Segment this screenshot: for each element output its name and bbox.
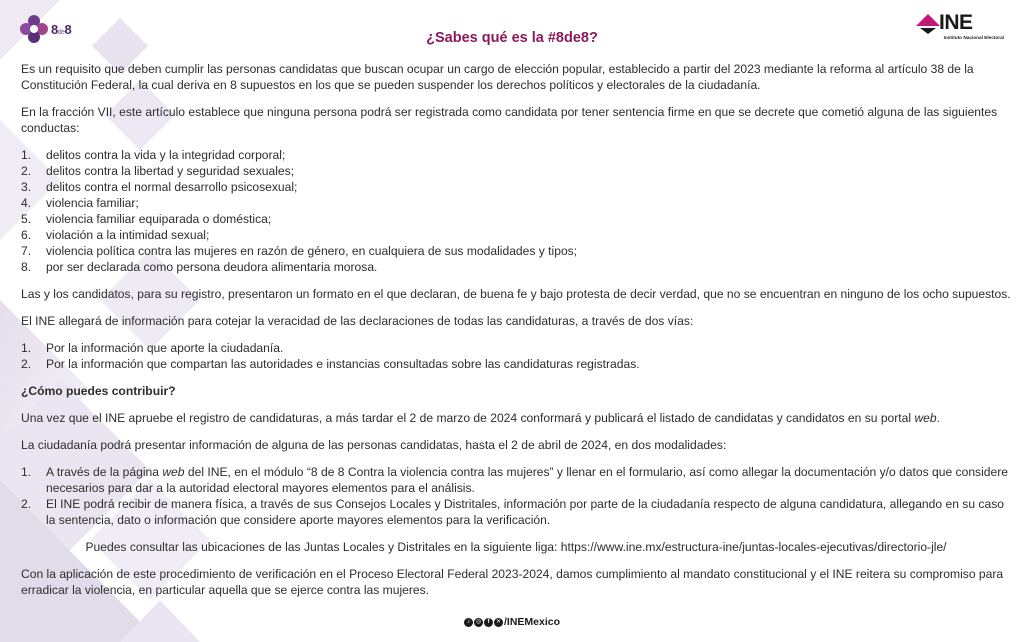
modalidades-list xyxy=(21,464,1011,528)
vias-list xyxy=(21,340,1011,372)
logo-8de8-text: 8de8 xyxy=(51,21,72,37)
list-item: 8. por ser declarada como persona deudora alimentaria morosa. xyxy=(21,260,378,274)
facebook-icon[interactable]: f xyxy=(484,618,493,627)
allegara-paragraph: El INE allegará de información para cotejar la veracidad de las declaraciones de todas las candidaturas, a través de dos vías: xyxy=(21,314,694,328)
cierre-paragraph: Con la aplicación de este procedimiento de verificación en el Proceso Electoral Federal 2023-2024, damos cumplimiento al mandato constitucional y el INE reitera su compromiso para erradicar la violencia, en particular aquella que se ejerce contra las mujeres. xyxy=(21,567,1004,597)
social-icons xyxy=(464,618,503,627)
footer-social xyxy=(0,616,1024,628)
x-icon[interactable]: ✕ xyxy=(495,618,501,625)
list-item: 2. Por la información que compartan las autoridades e instancias consultadas sobre las candidaturas registradas. xyxy=(21,357,640,371)
aprobacion-paragraph: Una vez que el INE apruebe el registro de candidaturas, a más tardar el 2 de marzo de 2024 conformará y publicará el listado de candidatas y candidatos en su portal web. xyxy=(21,411,941,425)
ciudadania-paragraph: La ciudadanía podrá presentar información de alguna de las personas candidatas, hasta el 2 de abril de 2024, en dos modalidades: xyxy=(21,438,727,452)
list-item: 2. delitos contra la libertad y seguridad sexuales; xyxy=(21,164,295,178)
list-item: 1. delitos contra la vida y la integridad corporal; xyxy=(21,148,286,162)
social-handle[interactable]: /INEMexico xyxy=(503,616,561,628)
list-item: 2. El INE podrá recibir de manera física, a través de sus Consejos Locales y Distritales, información por parte de la ciudadanía respecto de alguna candidatura, allegando en su caso la sentencia, dato o información que considere aporte mayores elementos para la verificación. xyxy=(21,497,1004,527)
registro-paragraph: Las y los candidatos, para su registro, presentaron un formato en el que declaran, de buena fe y bajo protesta de decir verdad, que no se encuentran en ninguno de los ocho supuestos. xyxy=(21,287,1011,301)
list-item: 4. violencia familiar; xyxy=(21,196,139,210)
page-title: ¿Sabes qué es la #8de8? xyxy=(426,30,598,46)
ine-logo-word: INE xyxy=(939,11,973,34)
list-item: 1. Por la información que aporte la ciudadanía. xyxy=(21,341,284,355)
tiktok-icon[interactable]: ♪ xyxy=(464,618,473,627)
list-item: 7. violencia política contra las mujeres en razón de género, en cualquiera de sus modalidades y tipos; xyxy=(21,244,578,258)
consulta-link-line[interactable]: Puedes consultar las ubicaciones de las Juntas Locales y Distritales en la siguiente liga: https://www.ine.mx/estructura-ine/juntas-locales-ejecutivas/directorio-jle/ xyxy=(85,540,947,554)
list-item: 6. violación a la intimidad sexual; xyxy=(21,228,210,242)
ine-logo-subtitle: Instituto Nacional Electoral xyxy=(943,35,1004,40)
contribuir-heading: ¿Cómo puedes contribuir? xyxy=(21,384,176,398)
main-content xyxy=(21,61,1011,609)
instagram-icon[interactable]: ◎ xyxy=(475,618,482,625)
list-item: 5. violencia familiar equiparada o doméstica; xyxy=(21,212,272,226)
list-item: 3. delitos contra el normal desarrollo psicosexual; xyxy=(21,180,298,194)
fraction-paragraph: En la fracción VII, este artículo establece que ninguna persona podrá ser registrada como candidata por tener sentencia firme en que se decrete que cometió alguna de las siguientes conductas: xyxy=(21,105,998,135)
list-item: 1. A través de la página web del INE, en el módulo “8 de 8 Contra la violencia contra las mujeres” y llenar en el formulario, así como allegar la documentación y/o datos que considere necesarios para dar a la autoridad electoral mayores elementos para el análisis. xyxy=(21,465,1008,495)
conductas-list xyxy=(21,147,1011,275)
intro-paragraph: Es un requisito que deben cumplir las personas candidatas que buscan ocupar un cargo de elección popular, establecido a partir del 2023 mediante la reforma al artículo 38 de la Constitución Federal, la cual deriva en 8 supuestos en los que se pueden suspender los derechos políticos y electorales de la ciudadanía. xyxy=(21,62,974,92)
